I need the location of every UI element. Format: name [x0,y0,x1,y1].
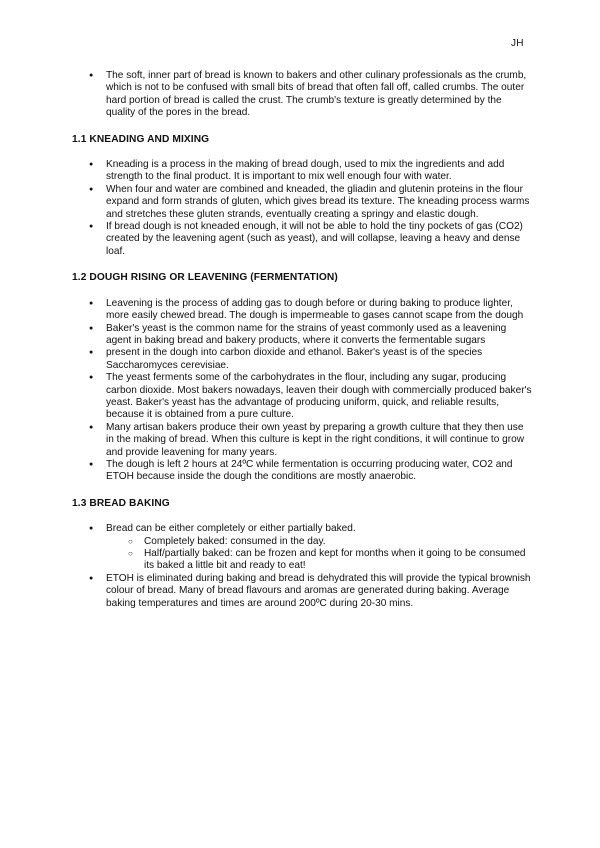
list-item: ● The yeast ferments some of the carbohydrates in the flour, including any sugar, producing carbon dioxide. Most bakers nowadays, leaven their dough with commercially produced baker's yeast. Baker's yeast has the advantage of producing uniform, quick, and reliable results, because it is obtained from a pure culture. [72,372,532,422]
rising-list [72,298,532,484]
list-item: ● ETOH is eliminated during baking and bread is dehydrated this will provide the typical brownish colour of bread. Many of bread flavours and aromas are generated during baking. Average baking temperatures and times are around 200ºC during 20-30 mins. [72,573,532,610]
sub-list-item: ○ Half/partially baked: can be frozen and kept for months when it going to be consumed its baked a little bit and ready to eat! [106,548,532,573]
list-item [72,523,532,573]
baking-list [72,523,532,610]
list-item: ● If bread dough is not kneaded enough, it will not be able to hold the tiny pockets of gas (CO2) created by the leavening agent (such as yeast), and will collapse, leaving a heavy and dense loaf. [72,221,532,258]
list-item: ● Many artisan bakers produce their own yeast by preparing a growth culture that they then use in the making of bread. When this culture is kept in the right conditions, it will continue to grow and provide leavening for many years. [72,422,532,459]
sub-list-item: ○ Completely baked: consumed in the day. [106,536,532,548]
section-heading-rising: 1.2 DOUGH RISING OR LEAVENING (FERMENTATION) [72,272,338,284]
kneading-list [72,159,532,258]
section-heading-baking: 1.3 BREAD BAKING [72,497,170,509]
list-item: ● The dough is left 2 hours at 24ºC while fermentation is occurring producing water, CO2 and ETOH because inside the dough the conditions are mostly anaerobic. [72,459,532,484]
list-item: ● Baker's yeast is the common name for the strains of yeast commonly used as a leavening agent in baking bread and bakery products, where it converts the fermentable sugars [72,323,532,348]
list-item: ● When four and water are combined and kneaded, the gliadin and glutenin proteins in the flour expand and form strands of gluten, which gives bread its texture. The kneading process warms and stretches these gluten strands, eventually creating a springy and elastic dough. [72,184,532,221]
header-initials: JH [511,38,524,49]
section-heading-kneading: 1.1 KNEADING AND MIXING [72,133,210,145]
list-item: ● Leavening is the process of adding gas to dough before or during baking to produce lighter, more easily chewed bread. The dough is impermeable to gases cannot scape from the dough [72,298,532,323]
list-item: ● present in the dough into carbon dioxide and ethanol. Baker's yeast is of the species Saccharomyces cerevisiae. [72,347,532,372]
list-item: ● The soft, inner part of bread is known to bakers and other culinary professionals as the crumb, which is not to be confused with small bits of bread that often fall off, called crumbs. The outer hard portion of bread is called the crust. The crumb's texture is greatly determined by the quality of the pores in the bread. [72,70,532,120]
intro-list [72,70,532,120]
list-item-text: Bread can be either completely or either partially baked. [106,523,356,535]
baking-sub-list [106,536,532,573]
list-item: ● Kneading is a process in the making of bread dough, used to mix the ingredients and add strength to the final product. It is important to mix well enough four with water. [72,159,532,184]
document-body [72,70,532,610]
